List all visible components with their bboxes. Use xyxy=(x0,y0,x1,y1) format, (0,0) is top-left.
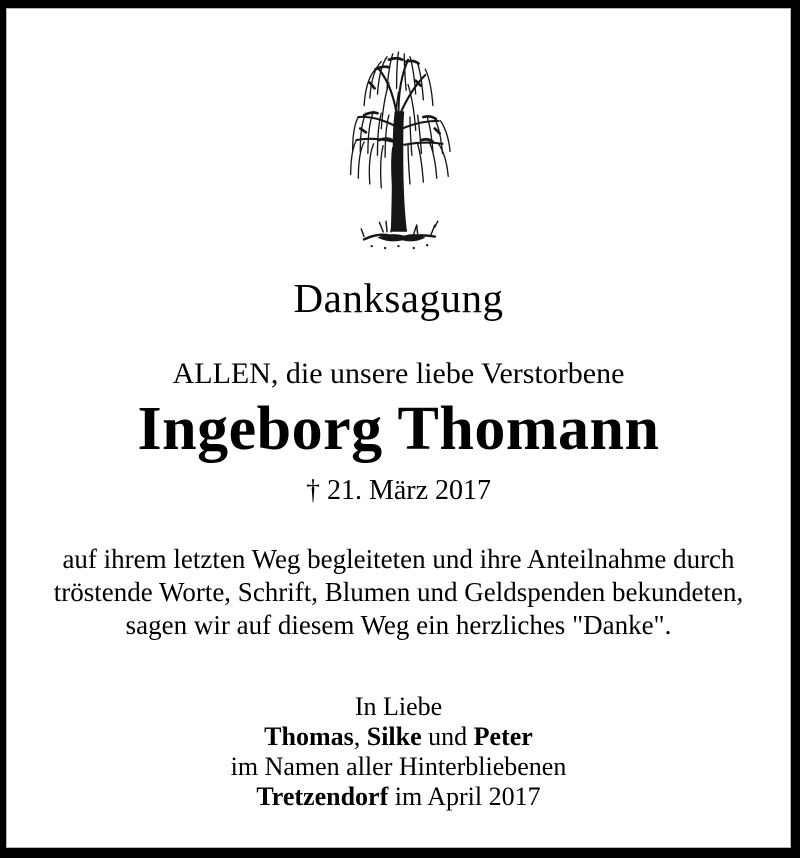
body-line: tröstende Worte, Schrift, Blumen und Geldspenden bekundeten, xyxy=(53,577,744,607)
closing-block xyxy=(231,692,567,812)
body-line: sagen wir auf diesem Weg ein herzliches "Danke". xyxy=(125,610,672,640)
mourner-name: Peter xyxy=(473,722,533,751)
mourner-name: Thomas xyxy=(264,722,354,751)
name-separator: und xyxy=(421,722,474,751)
death-date: † 21. März 2017 xyxy=(305,475,492,506)
place-name: Tretzendorf xyxy=(256,782,389,811)
on-behalf-line: im Namen aller Hinterbliebenen xyxy=(230,752,567,781)
place-date-line xyxy=(231,782,567,812)
mourners-names-line xyxy=(231,722,567,752)
mourner-name: Silke xyxy=(366,722,422,751)
intro-line: ALLEN, die unsere liebe Verstorbene xyxy=(172,357,625,390)
body-line: auf ihrem letzten Weg begleiteten und ihre Anteilnahme durch xyxy=(62,544,735,574)
name-separator: , xyxy=(353,722,367,751)
date-suffix: im April 2017 xyxy=(388,782,541,811)
deceased-name: Ingeborg Thomann xyxy=(137,395,660,463)
notice-title: Danksagung xyxy=(293,275,504,321)
weeping-willow-tree-icon xyxy=(322,25,475,255)
obituary-notice xyxy=(6,8,791,848)
acknowledgement-paragraph xyxy=(54,543,743,642)
closing-salutation: In Liebe xyxy=(354,692,443,721)
